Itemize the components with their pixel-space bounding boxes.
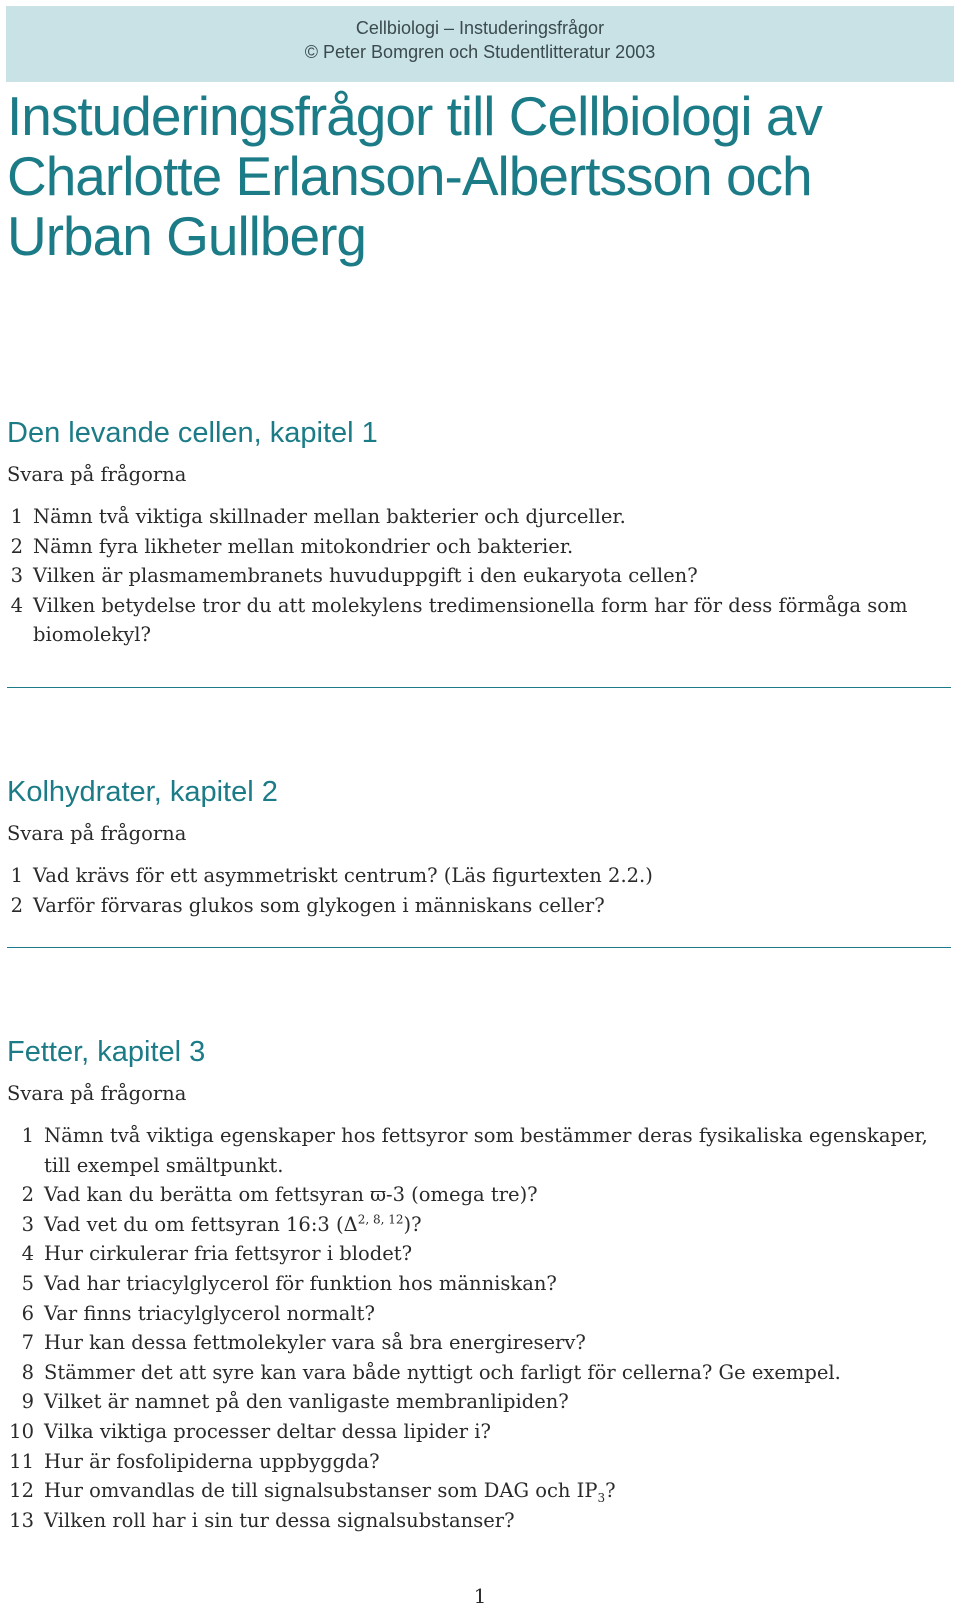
question-item <box>7 1358 951 1388</box>
section-chapter-1 <box>7 416 951 650</box>
question-number: 9 <box>21 1390 34 1414</box>
question-item <box>7 1180 951 1210</box>
page-number: 1 <box>473 1584 487 1608</box>
question-number: 1 <box>10 505 23 528</box>
question-item <box>7 1239 951 1269</box>
question-item <box>7 591 951 650</box>
question-text: Vilka viktiga processer deltar dessa lipider i? <box>44 1419 491 1443</box>
question-text: Varför förvaras glukos som glykogen i människans celler? <box>33 893 605 917</box>
question-list <box>7 861 951 920</box>
question-text: Hur cirkulerar fria fettsyror i blodet? <box>44 1242 413 1266</box>
question-text-part: Vad vet du om fettsyran 16:3 (Δ <box>44 1212 358 1236</box>
subscript: 3 <box>597 1491 606 1506</box>
question-item <box>7 1269 951 1299</box>
question-text: Nämn två viktiga skillnader mellan bakterier och djurceller. <box>33 505 626 528</box>
title-line: Instuderingsfrågor till Cellbiologi av <box>7 85 822 147</box>
question-item <box>7 1417 951 1447</box>
section-heading: Kolhydrater, kapitel 2 <box>7 776 278 808</box>
section-instruction: Svara på frågorna <box>7 822 187 845</box>
section-heading: Den levande cellen, kapitel 1 <box>7 417 378 449</box>
question-item <box>7 1299 951 1329</box>
question-item <box>7 1328 951 1358</box>
question-number: 1 <box>10 864 23 887</box>
question-number: 6 <box>21 1301 34 1325</box>
question-number: 4 <box>10 593 23 617</box>
section-chapter-3 <box>7 1035 951 1535</box>
header-line-2: © Peter Bomgren och Studentlitteratur 2003 <box>304 42 656 62</box>
section-instruction: Svara på frågorna <box>7 463 187 486</box>
question-text: Vilken betydelse tror du att molekylens tredimensionella form har för dess förmåga som biomolekyl? <box>33 593 908 647</box>
question-number: 13 <box>9 1508 34 1532</box>
superscript: 2, 8, 12 <box>357 1212 404 1227</box>
question-item <box>7 1506 951 1536</box>
question-number: 2 <box>10 893 23 917</box>
question-number: 10 <box>9 1419 34 1443</box>
question-number: 7 <box>21 1331 34 1355</box>
question-item <box>7 1476 951 1506</box>
question-text: Hur är fosfolipiderna uppbyggda? <box>44 1449 380 1473</box>
question-text <box>44 1210 951 1240</box>
question-number: 2 <box>21 1183 34 1207</box>
question-number: 3 <box>21 1212 34 1236</box>
question-text: Vad har triacylglycerol för funktion hos människan? <box>44 1271 557 1295</box>
question-number: 4 <box>21 1242 34 1266</box>
question-number: 1 <box>21 1124 34 1147</box>
question-text: Vilken roll har i sin tur dessa signalsubstanser? <box>44 1508 515 1532</box>
question-item <box>7 1121 951 1180</box>
question-text <box>44 1476 951 1506</box>
question-item <box>7 861 951 891</box>
question-text: Hur kan dessa fettmolekyler vara så bra energireserv? <box>44 1331 586 1355</box>
question-number: 3 <box>10 564 23 588</box>
question-text: Vad krävs för ett asymmetriskt centrum? (Läs figurtexten 2.2.) <box>33 864 653 887</box>
question-number: 5 <box>21 1271 34 1295</box>
running-header <box>6 6 954 82</box>
question-text: Vad kan du berätta om fettsyran ϖ-3 (omega tre)? <box>44 1183 538 1207</box>
section-instruction: Svara på frågorna <box>7 1082 187 1105</box>
section-heading: Fetter, kapitel 3 <box>7 1036 206 1068</box>
question-list <box>7 1121 951 1535</box>
question-text-part: Hur omvandlas de till signalsubstanser som DAG och IP <box>44 1479 598 1503</box>
section-chapter-2 <box>7 775 951 920</box>
header-line-1: Cellbiologi – Instuderingsfrågor <box>355 18 605 38</box>
question-text-part: ? <box>605 1479 616 1503</box>
title-line: Urban Gullberg <box>7 205 366 267</box>
question-number: 12 <box>9 1479 34 1503</box>
question-number: 8 <box>21 1360 34 1384</box>
question-number: 11 <box>9 1449 34 1473</box>
question-text: Vilket är namnet på den vanligaste membranlipiden? <box>44 1390 569 1414</box>
question-text: Nämn fyra likheter mellan mitokondrier och bakterier. <box>33 534 574 558</box>
question-text: Var finns triacylglycerol normalt? <box>44 1301 375 1325</box>
question-item <box>7 532 951 562</box>
question-text: Vilken är plasmamembranets huvuduppgift i den eukaryota cellen? <box>33 564 698 588</box>
question-text: Nämn två viktiga egenskaper hos fettsyror som bestämmer deras fysikaliska egenskaper, till exempel smältpunkt. <box>44 1124 928 1177</box>
document-title <box>7 86 947 266</box>
question-item <box>7 561 951 591</box>
section-divider <box>7 947 951 948</box>
question-item <box>7 1447 951 1477</box>
question-item <box>7 502 951 532</box>
question-item <box>7 1210 951 1240</box>
question-list <box>7 502 951 650</box>
question-item <box>7 891 951 921</box>
title-line: Charlotte Erlanson-Albertsson och <box>7 145 812 207</box>
question-number: 2 <box>10 534 23 558</box>
question-text-part: )? <box>403 1212 422 1236</box>
section-divider <box>7 687 951 688</box>
question-item <box>7 1387 951 1417</box>
question-text: Stämmer det att syre kan vara både nyttigt och farligt för cellerna? Ge exempel. <box>44 1360 841 1384</box>
